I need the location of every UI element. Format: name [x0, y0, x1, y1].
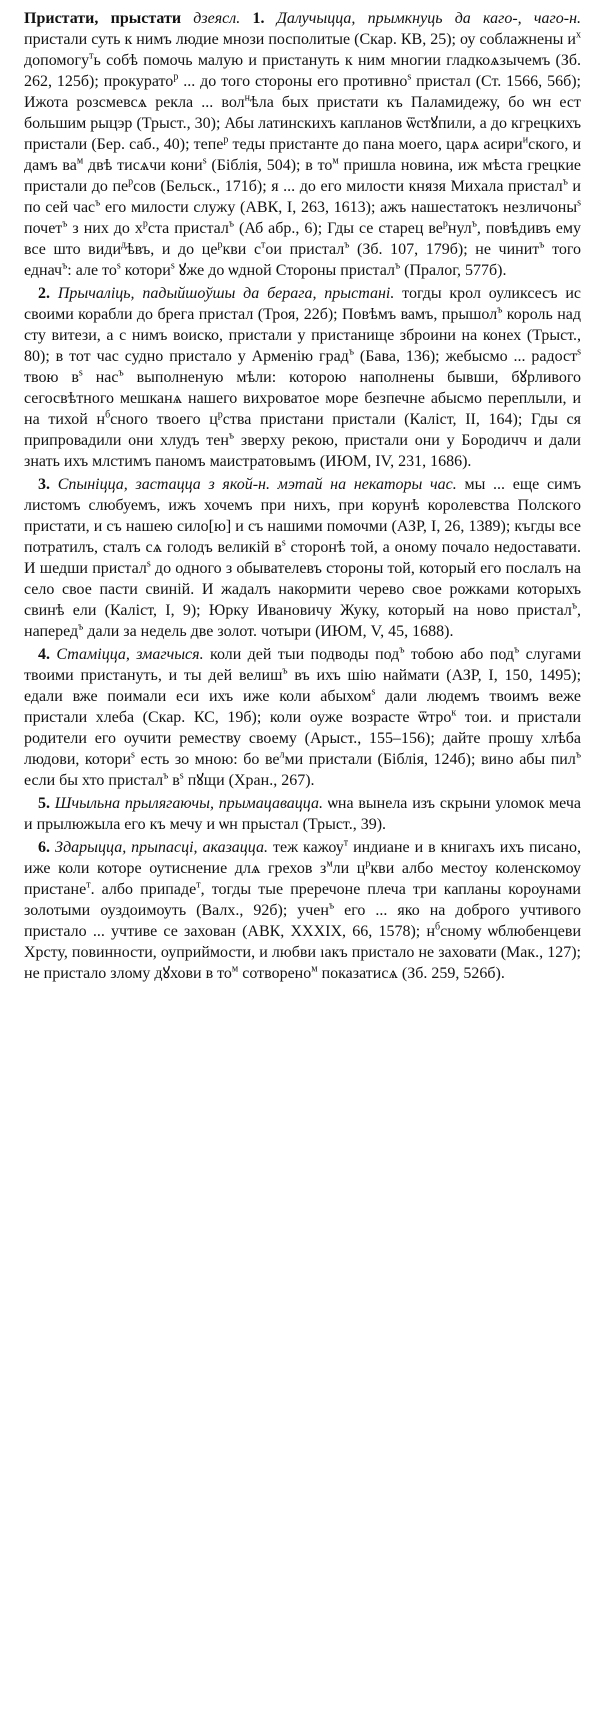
sense-6 — [24, 837, 581, 984]
sense-quotations: коли дей тыи подводы под$^ъ$ тобою або под$^ъ$ слугами твоими пристануть, и ты дей велиш$^ъ$ въ ихъ шію наймати (АЗР, I, 150, 1495); едали вже поимали еси ихъ иже коли абыхом$^s$ дали людемъ твоимъ веже пристали хлеба (Скар. КС, 19б); коли оуже возрасте ѿтро$^к$ тои. и пристали родители его оучити реместву своему (Арыст., 155–156); дайте прошу хлѣба людови, котори$^s$ есть зо мною: бо $ве^лми$ пристали (Біблія, 124б); вино абы пил$^ъ$ если бы хто пристал$^ъ$ $в^s$ пꙋщи (Хран., 267). — [24, 644, 582, 789]
sense-2 — [24, 283, 581, 472]
sense-quotations: тогды крол оуликсесъ ис своими корабли до брега пристал (Троя, 22б); Повѣмъ вамъ, прышол$^ъ$ король над сту витези, а с нимъ воиско, пристали у пристанище зброини на конех (Трыст., 80); в тот час судно пристало у Арменію град$^ъ$ (Бава, 136); жебысмо ... радост$^s$ твою $в^s$ нас$^ъ$ выполненую мѣли: которою наполнены бывши, бꙋрливого сегосвѣтного мешканѧ нашего вихроватое море безпечне абысмо переплыли, и на тихой $н^бсного$ твоего $ц^рства$ пристани пристали (Каліст, II, 164); Гды ся припровадили они хлудъ тен$^ъ$ зверху рекою, пристали они у Бородичч и дали знать ихъ млстимъ паномъ маистратовымъ (ИЮМ, IV, 231, 1686). — [24, 285, 582, 470]
sense-number: 3. — [38, 476, 50, 493]
sense-number: 4. — [38, 646, 50, 663]
sense-definition: Здарыцца, прыпасці, аказацца. — [54, 839, 269, 856]
sense-definition: Прычаліць, падыйшоўшы да берага, прыстані. — [57, 285, 395, 302]
headword: Пристати, прыстати — [24, 10, 182, 27]
sense-number: 5. — [38, 795, 50, 812]
sense-number: 2. — [38, 285, 50, 302]
sense-quotations: пристали суть к нимъ людие мнози посполитые (Скар. КВ, 25); оу соблажнены $и^х$ допомогу$^т$ь собѣ помочь малую и пристануть к ним многии гладкоѧзычемъ (Зб. 262, 125б); прокурато$^р$ ... до того стороны его противно$^s$ пристал (Ст. 1566, 56б); Ижота розсмевсѧ рекла ... вол$^н$ѣла бых пристати къ Паламидежу, бо ѡн ест большим рыцэр (Трыст., 30); Абы латинскихъ капланов ѿстꙋпили, а до кгрецкихъ пристали (Бер. саб., 40); тепе$^р$ теды пристанте до пана моего, царѧ асири$^и$ского, и дамъ $ва^м$ двѣ тисѧчи кони$^s$ (Біблія, 504); в $то^м$ пришла новина, иж мѣста грецкие пристали до $пе^рсов$ (Бельск., 171б); я ... до его милости князя Михала пристал$^ъ$ и по сей час$^ъ$ его милости служу (АВК, I, 263, 1613); ажъ нашестатокъ незличоны$^s$ почет$^ъ$ з них до $х^рста$ пристал$^ъ$ (Аб абр., 6); Гды се старец $ве^рнул^ъ$, повѣдивъ ему все што види$^д$ѣвъ, и до $це^ркви$ $с^тои$ пристал$^ъ$ (Зб. 107, 179б); не чинит$^ъ$ того еднач$^ъ$: але $то^s$ котори$^s$ ꙋже до ѡдной Стороны пристал$^ъ$ (Пралог, 577б). — [24, 29, 582, 279]
sense-definition: Стаміцца, змагчыся. — [56, 646, 204, 663]
grammar-label: дзеясл. — [193, 10, 241, 27]
sense-definition: Спыніцца, застацца з якой-н. мэтай на некаторы час. — [57, 476, 457, 493]
sense-3 — [24, 474, 581, 642]
sense-5 — [24, 793, 581, 835]
sense-quotations: мы ... еще симъ листомъ слюбуемъ, ижъ хочемъ при нихъ, при корунѣ королевства Полского пристати, и съ нашею сило[ю] и съ нашими помочми (АЗР, I, 26, 1389); къгды все потратилъ, сталъ сѧ голодъ великій $в^s$ сторонѣ той, а оному почало недоставати. И шедши пристал$^s$ до одного з обывателевъ стороны той, который его послалъ на село свое пасти свиній. И жадалъ накормити черево свое рожками которыхъ свинѣ ели (Каліст, I, 9); Юрку Ивановичу Жуку, который на ново пристал$^ъ$, наперед$^ъ$ дали за недель две золот. чотыри (ИЮМ, V, 45, 1688). — [24, 476, 582, 640]
sense-quotations: теж кажоу$^т$ индиане и в книгахъ ихъ писано, иже коли которе оутиснение длѧ грехов $з^мли$ $ц^ркви$ албо местоу коленскомоу пристане$^т$. албо припаде$^т$, тогды тые преречоне плеча три капланы короунами золотыми оуздоимоуть (Валх., 92б); учен$^ъ$ его ... яко на доброго учтивого пристало ... учтиве се захован (АВК, XXXIX, 66, 1578); $н^бсному$ ѡблюбенцеви Хрсту, повинности, оуприймости, и любви ıакъ пристало не заховати (Мак., 127); не пристало злому дꙋхови в $то^м$ сотворено$^м$ показатисѧ (Зб. 259, 526б). — [24, 837, 582, 982]
sense-number: 6. — [38, 839, 50, 856]
sense-number: 1. — [252, 10, 265, 27]
sense-1 — [24, 8, 581, 281]
sense-quotations: ѡна вынела изъ скрыни уломок меча и прылюжыла его къ мечу и ѡн прыстал (Трыст., 39). — [24, 795, 582, 833]
sense-definition: Шчыльна прылягаючы, прымацавацца. — [54, 795, 323, 812]
sense-definition: Далучыцца, прымкнуць да каго-, чаго-н. — [276, 10, 582, 27]
sense-4 — [24, 644, 581, 791]
